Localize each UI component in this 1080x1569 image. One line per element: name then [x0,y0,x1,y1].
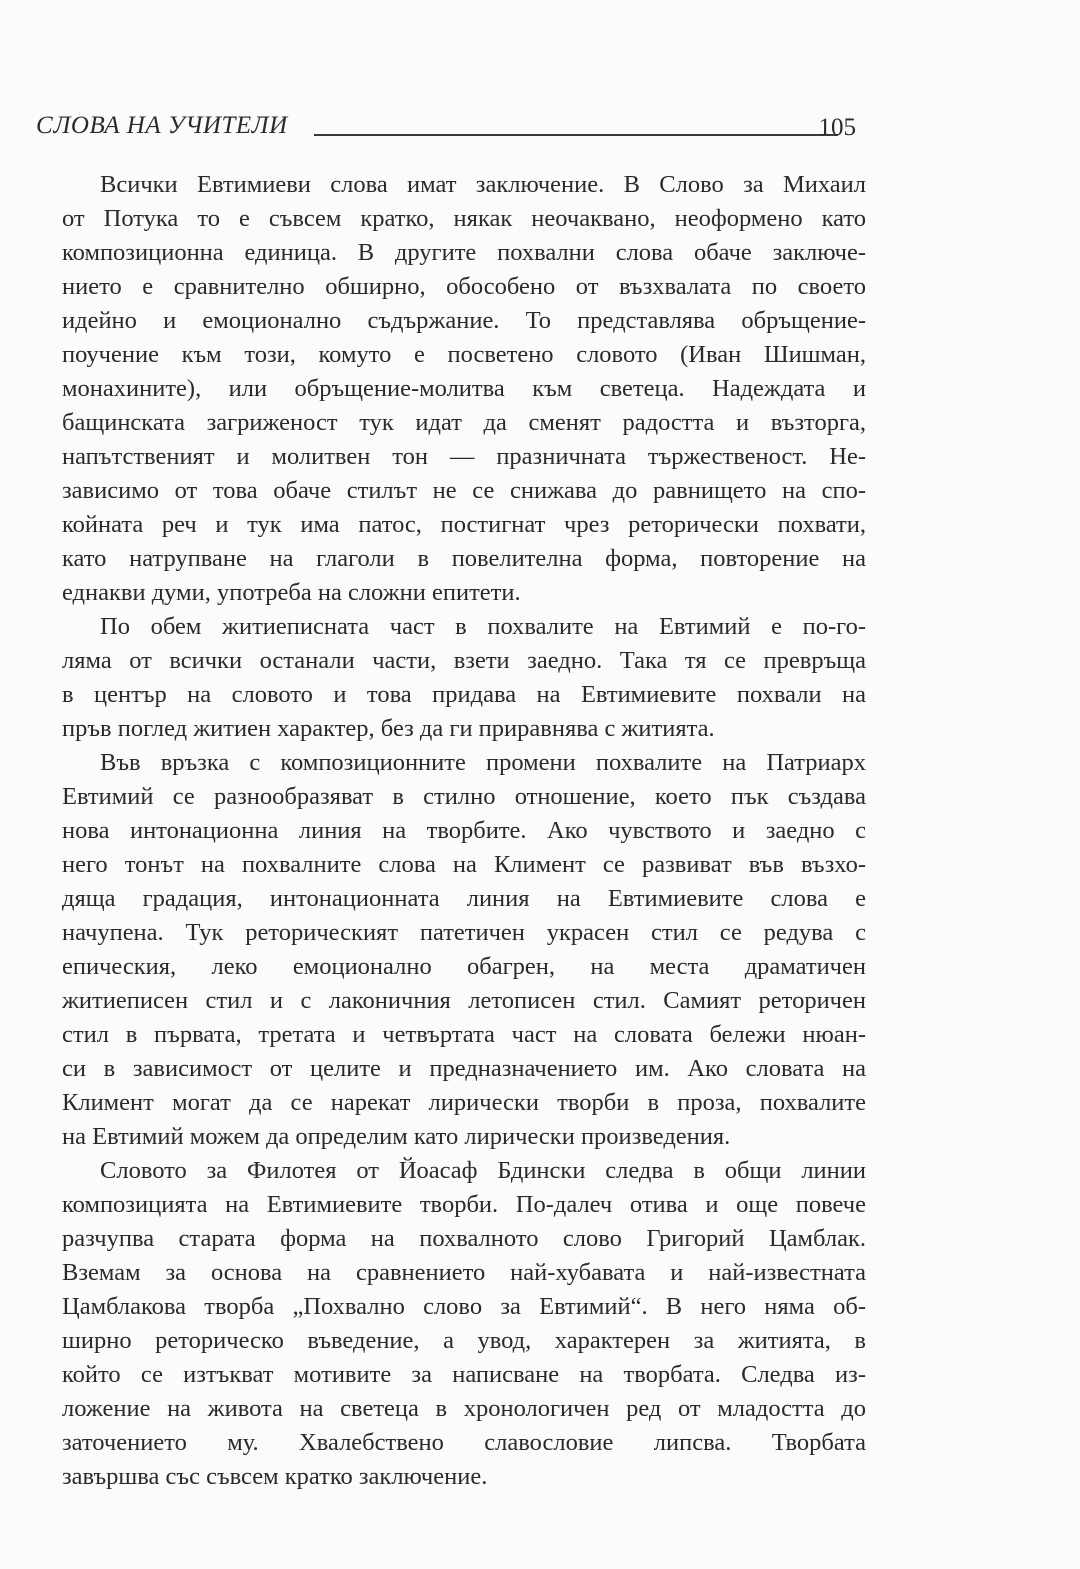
text-line: Във връзка с композиционните промени похвалите на Патриарх [100,749,866,776]
page-header [36,108,856,148]
text-line: нова интонационна линия на творбите. Ако чувството и заедно с [62,817,866,844]
text-line: пръв поглед житиен характер, без да ги приравнява с житията. [62,715,715,742]
text-line: на Евтимий можем да определим като лирически произведения. [62,1123,731,1150]
text-line: койната реч и тук има патос, постигнат чрез реторически похвати, [62,511,866,538]
text-line: идейно и емоционално съдържание. То представлява обръщение- [62,307,866,334]
paragraph-4 [62,1154,866,1494]
text-line: еднакви думи, употреба на сложни епитети. [62,579,521,606]
text-line: напътственият и молитвен тон — празничната тържественост. Не- [62,443,866,470]
text-line: поучение към този, комуто е посветено словото (Иван Шишман, [62,341,866,368]
text-line: нието е сравнително обширно, обособено от възхвалата по своето [62,273,866,300]
text-line: Евтимий се разнообразяват в стилно отношение, което пък създава [62,783,866,810]
paragraph-2 [62,610,866,746]
text-line: като натрупване на глаголи в повелителна форма, повторение на [62,545,866,572]
text-line: композицията на Евтимиевите творби. По-далеч отива и още повече [62,1191,866,1218]
paragraph-1 [62,168,866,610]
paragraph-3 [62,746,866,1154]
header-rule [314,134,838,136]
text-line: Климент могат да се нарекат лирически творби в проза, похвалите [62,1089,866,1116]
text-line: ширно реторическо въведение, а увод, характерен за житията, в [62,1327,866,1354]
text-line: епическия, леко емоционално обагрен, на места драматичен [62,953,866,980]
text-line: в център на словото и това придава на Евтимиевите похвали на [62,681,866,708]
body-text [62,168,866,1494]
page-number: 105 [818,114,856,141]
text-line: от Потука то е съвсем кратко, някак неочаквано, неоформено като [62,205,866,232]
text-line: Словото за Филотея от Йоасаф Бдински следва в общи линии [100,1157,866,1184]
text-line: бащинската загриженост тук идат да сменят радостта и възторга, [62,409,866,436]
text-line: начупена. Тук реторическият патетичен украсен стил се редува с [62,919,866,946]
text-line: него тонът на похвалните слова на Климент се развиват във възхо- [62,851,866,878]
text-line: Всички Евтимиеви слова имат заключение. В Слово за Михаил [100,171,866,198]
text-line: стил в първата, третата и четвъртата част на словата бележи нюан- [62,1021,866,1048]
text-line: монахините), или обръщение-молитва към светеца. Надеждата и [62,375,866,402]
text-line: Вземам за основа на сравнението най-хубавата и най-известната [62,1259,866,1286]
text-line: дяща градация, интонационната линия на Евтимиевите слова е [62,885,866,912]
running-title: СЛОВА НА УЧИТЕЛИ [36,112,288,139]
text-line: композиционна единица. В другите похвални слова обаче заключе- [62,239,866,266]
text-line: ложение на живота на светеца в хронологичен ред от младостта до [62,1395,866,1422]
text-line: Цамблакова творба „Похвално слово за Евтимий“. В него няма об- [62,1293,866,1320]
text-line: който се изтъкват мотивите за написване на творбата. Следва из- [62,1361,866,1388]
text-line: По обем житиеписната част в похвалите на Евтимий е по-го- [100,613,866,640]
text-line: зависимо от това обаче стилът не се снижава до равнището на спо- [62,477,866,504]
text-line: си в зависимост от целите и предназначението им. Ако словата на [62,1055,866,1082]
text-line: ляма от всички останали части, взети заедно. Така тя се превръща [62,647,866,674]
text-line: завършва със съвсем кратко заключение. [62,1463,488,1490]
text-line: разчупва старата форма на похвалното слово Григорий Цамблак. [62,1225,866,1252]
text-line: заточението му. Хвалебствено славословие липсва. Творбата [62,1429,866,1456]
text-line: житиеписен стил и с лаконичния летописен стил. Самият реторичен [62,987,866,1014]
